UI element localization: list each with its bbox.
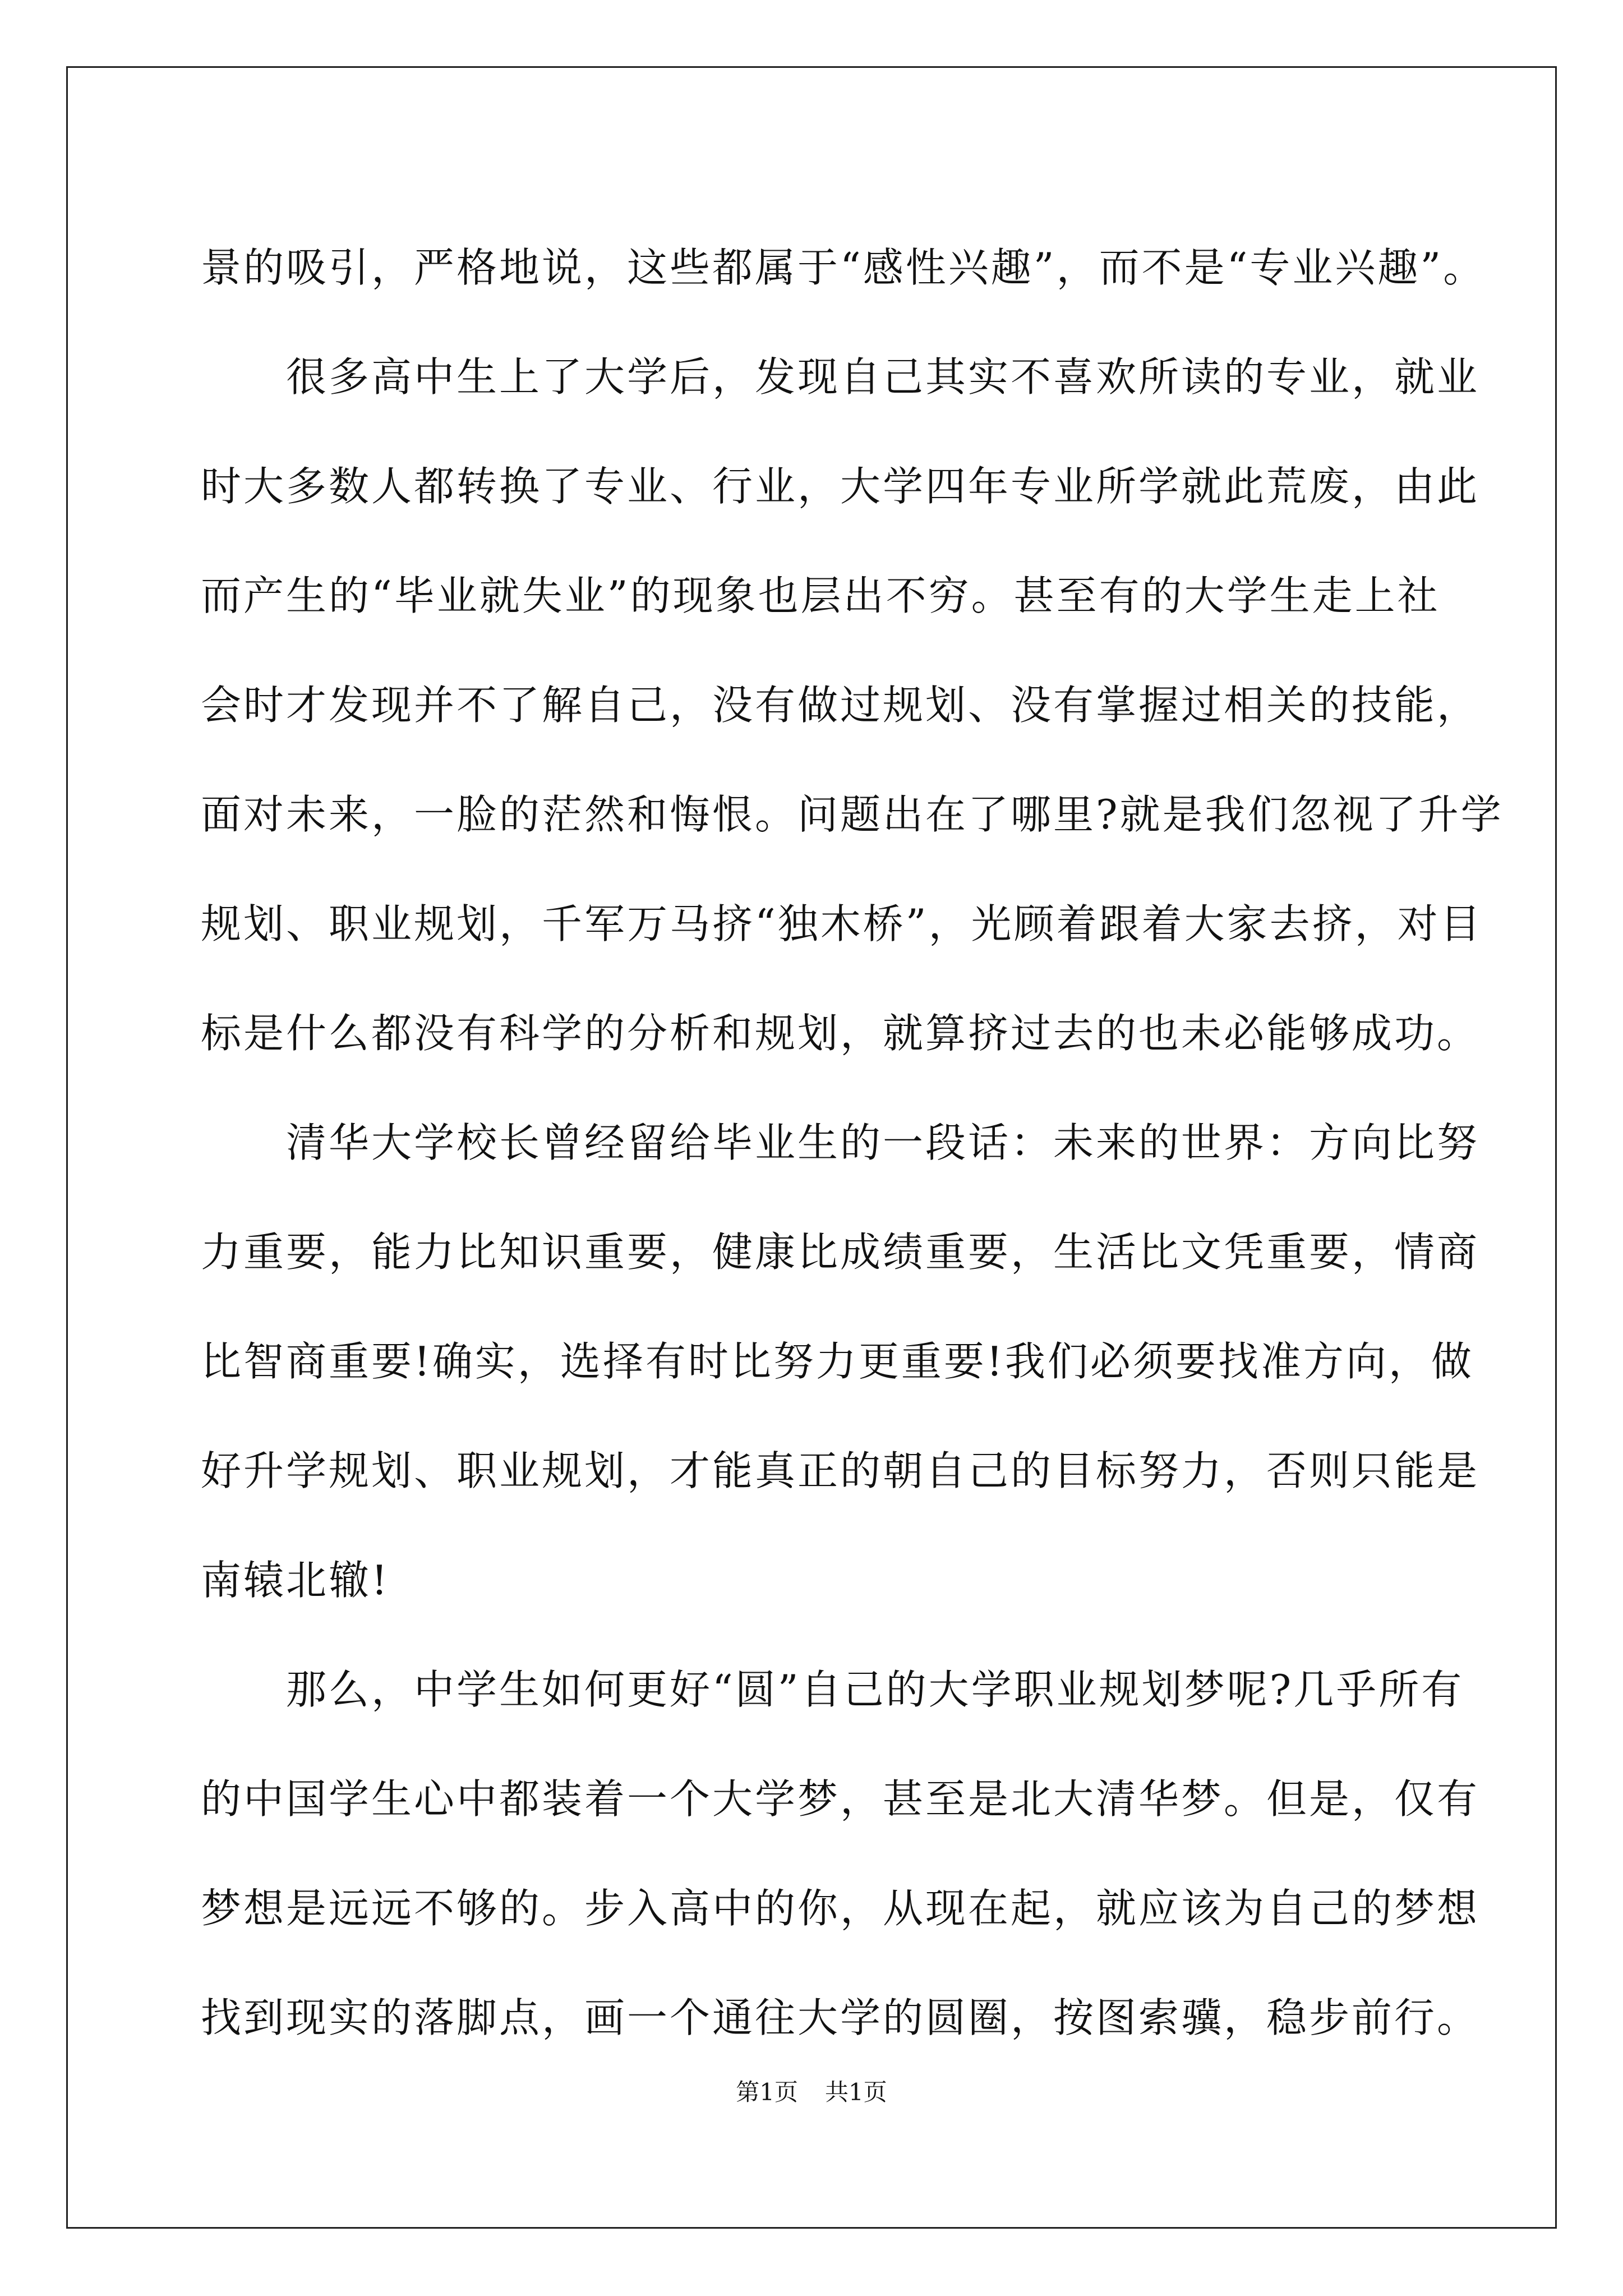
page-number-total: 共1页 bbox=[825, 2078, 887, 2106]
text-line: 力重要，能力比知识重要，健康比成绩重要，生活比文凭重要，情商 bbox=[201, 1228, 1480, 1276]
text-line: 很多高中生上了大学后，发现自己其实不喜欢所读的专业，就业 bbox=[286, 353, 1480, 401]
document-body bbox=[201, 213, 1504, 2073]
text-line: 好升学规划、职业规划，才能真正的朝自己的目标努力，否则只能是 bbox=[201, 1447, 1480, 1494]
text-line: 标是什么都没有科学的分析和规划，就算挤过去的也未必能够成功。 bbox=[201, 1010, 1480, 1057]
text-line: 时大多数人都转换了专业、行业，大学四年专业所学就此荒废，由此 bbox=[201, 463, 1480, 510]
text-line: 南辕北辙! bbox=[201, 1557, 390, 1604]
text-line: 景的吸引，严格地说，这些都属于“感性兴趣”，而不是“专业兴趣”。 bbox=[201, 244, 1486, 291]
page-number-current: 第1页 bbox=[736, 2078, 798, 2106]
text-line: 面对未来，一脸的茫然和悔恨。问题出在了哪里?就是我们忽视了升学 bbox=[201, 791, 1504, 838]
text-line: 那么，中学生如何更好“圆”自己的大学职业规划梦呢?几乎所有 bbox=[286, 1666, 1464, 1713]
text-line: 的中国学生心中都装着一个大学梦，甚至是北大清华梦。但是，仅有 bbox=[201, 1775, 1480, 1823]
text-line: 找到现实的落脚点，画一个通往大学的圆圈，按图索骥，稳步前行。 bbox=[201, 1994, 1480, 2041]
text-line: 比智商重要!确实，选择有时比努力更重要!我们必须要找准方向，做 bbox=[201, 1338, 1474, 1385]
page-footer bbox=[0, 2076, 1623, 2109]
text-line: 规划、职业规划，千军万马挤“独木桥”，光顾着跟着大家去挤，对目 bbox=[201, 900, 1483, 947]
text-line: 清华大学校长曾经留给毕业生的一段话：未来的世界：方向比努 bbox=[286, 1119, 1480, 1166]
text-line: 而产生的“毕业就失业”的现象也层出不穷。甚至有的大学生走上社 bbox=[201, 572, 1440, 619]
text-line: 梦想是远远不够的。步入高中的你，从现在起，就应该为自己的梦想 bbox=[201, 1885, 1480, 1932]
text-line: 会时才发现并不了解自己，没有做过规划、没有掌握过相关的技能， bbox=[201, 682, 1480, 729]
